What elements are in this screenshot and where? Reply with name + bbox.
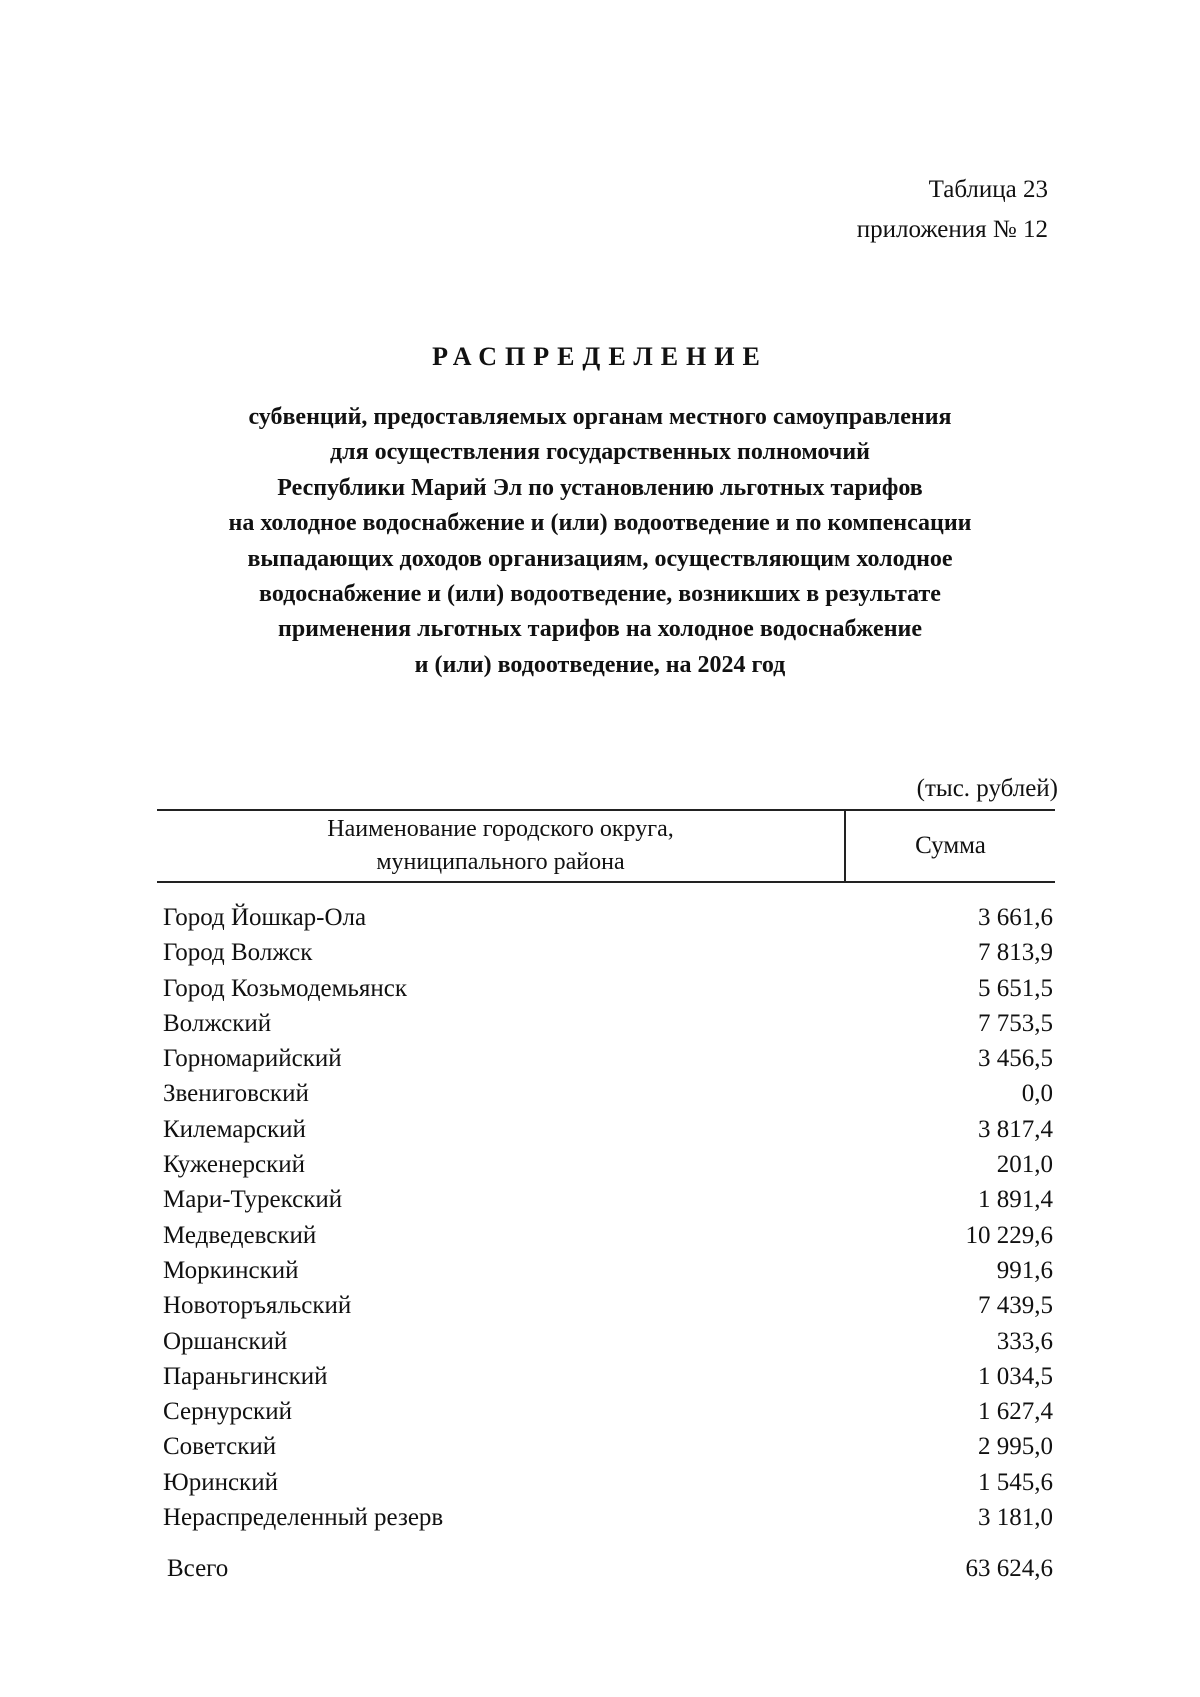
subtitle-line: на холодное водоснабжение и (или) водоотведение и по компенсации (228, 510, 972, 537)
row-name: Килемарский (163, 1115, 306, 1143)
row-name: Звениговский (163, 1080, 309, 1108)
header-name-line-1: Наименование городского округа, (327, 816, 674, 842)
table-row (157, 935, 1055, 970)
table-row (157, 1006, 1055, 1041)
table-row (157, 1147, 1055, 1182)
subtitle-line: водоснабжение и (или) водоотведение, возникших в результате (259, 581, 941, 608)
table-row (157, 1041, 1055, 1076)
row-name: Медведевский (163, 1221, 317, 1249)
row-value: 2 995,0 (978, 1433, 1053, 1461)
units-label: (тыс. рублей) (916, 775, 1058, 802)
table-row (157, 1500, 1055, 1535)
subtitle-line: для осуществления государственных полномочий (330, 439, 870, 466)
table-row (157, 1218, 1055, 1253)
table-row (157, 1324, 1055, 1359)
row-name: Мари-Турекский (163, 1186, 343, 1214)
row-name: Горномарийский (163, 1045, 342, 1073)
row-name: Волжский (163, 1009, 272, 1037)
row-name: Куженерский (163, 1151, 305, 1179)
table-row (157, 1288, 1055, 1323)
reference-line-1: Таблица 23 (928, 176, 1048, 203)
row-value: 0,0 (1021, 1080, 1053, 1108)
row-value: 1 034,5 (978, 1362, 1053, 1390)
table-reference (857, 170, 1048, 250)
row-value: 991,6 (996, 1256, 1053, 1284)
document-title: РАСПРЕДЕЛЕНИЕ (432, 342, 768, 371)
subtitle-line: применения льготных тарифов на холодное водоснабжение (277, 616, 922, 643)
row-name: Оршанский (163, 1327, 288, 1355)
row-name: Новоторъяльский (163, 1292, 352, 1320)
table-row (157, 1076, 1055, 1111)
table-body (157, 900, 1055, 1535)
row-name: Город Волжск (163, 939, 313, 967)
table-row (157, 900, 1055, 935)
row-value: 333,6 (996, 1327, 1053, 1355)
row-name: Параньгинский (163, 1362, 328, 1390)
row-value: 10 229,6 (965, 1221, 1053, 1249)
row-value: 1 627,4 (978, 1398, 1053, 1426)
table-row (157, 971, 1055, 1006)
header-name-line-2: муниципального района (376, 849, 625, 875)
row-name: Город Козьмодемьянск (163, 974, 407, 1002)
row-value: 3 181,0 (978, 1504, 1053, 1532)
table-row (157, 1253, 1055, 1288)
row-name: Советский (163, 1433, 277, 1461)
row-value: 3 456,5 (978, 1045, 1053, 1073)
row-name: Нераспределенный резерв (163, 1504, 444, 1532)
subtitle-line: и (или) водоотведение, на 2024 год (414, 651, 786, 678)
row-value: 7 813,9 (978, 939, 1053, 967)
row-value: 1 891,4 (978, 1186, 1053, 1214)
row-name: Сернурский (163, 1398, 292, 1426)
subtitle-line: Республики Марий Эл по установлению льготных тарифов (277, 474, 923, 501)
row-value: 3 817,4 (978, 1115, 1053, 1143)
header-sum-cell: Сумма (915, 832, 986, 859)
total-value: 63 624,6 (965, 1555, 1053, 1582)
table-row (157, 1359, 1055, 1394)
row-value: 5 651,5 (978, 974, 1053, 1002)
table-row (157, 1112, 1055, 1147)
table-row (157, 1394, 1055, 1429)
row-name: Юринский (163, 1468, 278, 1496)
table-row (157, 1182, 1055, 1217)
table-row (157, 1465, 1055, 1500)
subtitle-line: выпадающих доходов организациям, осуществляющим холодное (247, 545, 953, 572)
table-header (157, 809, 1055, 883)
subtitle-line: субвенций, предоставляемых органам местного самоуправления (248, 404, 952, 430)
table-total-row (157, 1551, 1055, 1587)
header-name-cell (157, 811, 846, 881)
document-subtitle (0, 400, 1200, 683)
total-label: Всего (167, 1555, 229, 1582)
row-value: 7 753,5 (978, 1009, 1053, 1037)
row-name: Моркинский (163, 1256, 299, 1284)
row-value: 3 661,6 (978, 904, 1053, 931)
row-value: 201,0 (996, 1151, 1053, 1179)
table-row (157, 1429, 1055, 1464)
row-value: 7 439,5 (978, 1292, 1053, 1320)
reference-line-2: приложения № 12 (856, 216, 1048, 243)
row-name: Город Йошкар-Ола (163, 904, 367, 931)
row-value: 1 545,6 (978, 1468, 1053, 1496)
